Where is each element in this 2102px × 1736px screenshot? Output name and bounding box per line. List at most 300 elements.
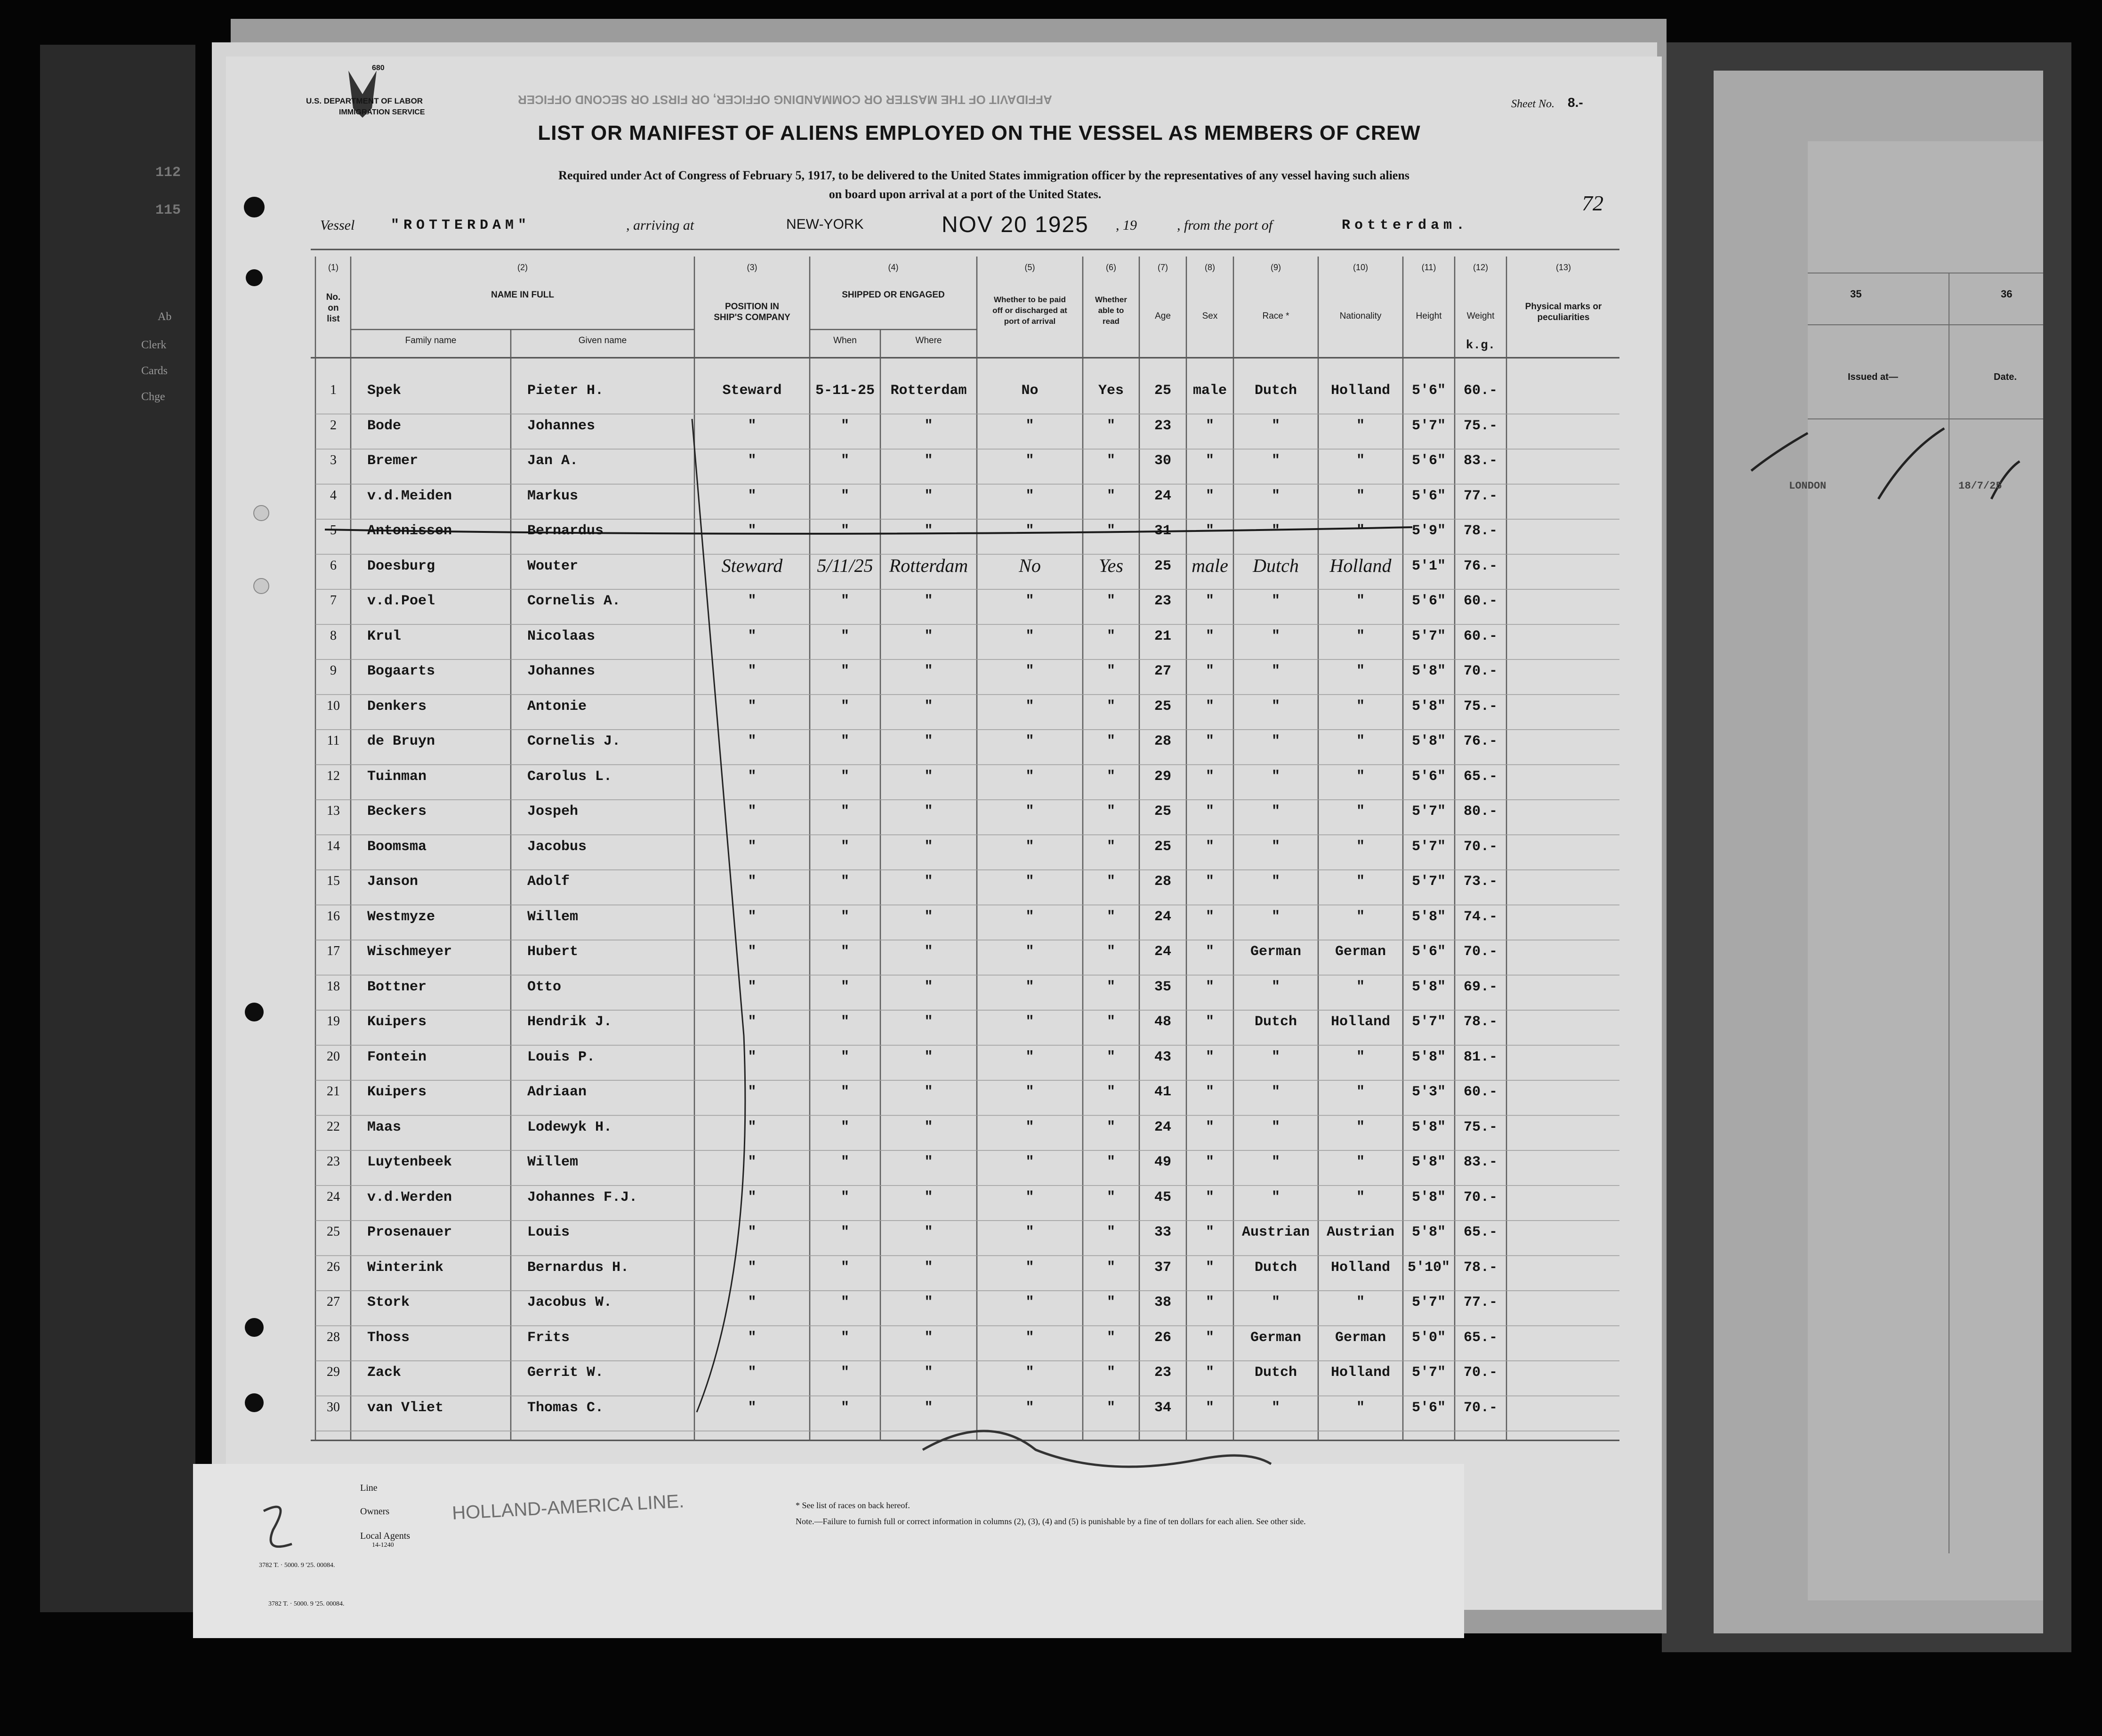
cell-age: 34 (1154, 1399, 1171, 1416)
cell-family: Maas (367, 1119, 402, 1135)
cell-where: " (924, 418, 933, 434)
cell-age: 31 (1154, 523, 1171, 539)
col-num-9: (9) (1271, 263, 1281, 272)
cell-weight: 70.- (1463, 1365, 1498, 1381)
cell-read: " (1106, 1049, 1115, 1065)
cell-read: " (1106, 1399, 1115, 1416)
cell-given: Thomas C. (527, 1399, 604, 1416)
cell-position: " (748, 1399, 757, 1416)
cell-nationality: " (1356, 733, 1365, 749)
cell-given: Carolus L. (527, 768, 612, 785)
cell-weight: 75.- (1463, 698, 1498, 715)
cell-family: Bottner (367, 979, 427, 995)
cell-race: " (1271, 418, 1280, 434)
cell-where: " (924, 874, 933, 890)
cell-paid: " (1025, 1049, 1034, 1065)
cell-family: v.d.Poel (367, 593, 435, 609)
cell-weight: 70.- (1463, 1399, 1498, 1416)
cell-age: 43 (1154, 1049, 1171, 1065)
cell-no: 3 (330, 453, 337, 467)
cell-age: 25 (1154, 558, 1171, 574)
cell-age: 33 (1154, 1224, 1171, 1240)
cell-read: " (1106, 768, 1115, 785)
cell-given: Nicolaas (527, 628, 596, 644)
cell-no: 9 (330, 663, 337, 678)
cell-when: " (840, 628, 849, 644)
footer-print-code: 3782 T. · 5000. 9 '25. 00084. (259, 1562, 335, 1569)
cell-when: " (840, 1119, 849, 1135)
cell-family: Thoss (367, 1329, 410, 1346)
cell-family: v.d.Werden (367, 1189, 452, 1206)
header-weight: Weight (1466, 311, 1495, 321)
from-port: Rotterdam. (1342, 217, 1469, 233)
cell-paid: " (1025, 768, 1034, 785)
cell-position: " (748, 593, 757, 609)
cell-weight: 69.- (1463, 979, 1498, 995)
cell-age: 45 (1154, 1189, 1171, 1206)
col-num-8: (8) (1205, 263, 1215, 272)
cell-sex: " (1205, 1014, 1214, 1030)
cell-weight: 78.- (1463, 523, 1498, 539)
cell-given: Hubert (527, 944, 579, 960)
cell-family: Stork (367, 1294, 410, 1310)
col-num-5: (5) (1024, 263, 1035, 272)
cell-given: Wouter (527, 558, 579, 574)
cell-given: Markus (527, 488, 579, 504)
cell-when: " (840, 1399, 849, 1416)
cell-paid: " (1025, 1189, 1034, 1206)
cell-nationality: " (1356, 1294, 1365, 1310)
header-name-in-full: NAME IN FULL (491, 290, 555, 300)
cell-position: " (748, 1294, 757, 1310)
cell-race: Dutch (1254, 383, 1297, 399)
cell-weight: 65.- (1463, 768, 1498, 785)
holland-america-stamp: HOLLAND-AMERICA LINE. (451, 1491, 685, 1524)
cell-given: Johannes (527, 418, 596, 434)
cell-height: 5'7" (1411, 1294, 1446, 1310)
cell-no: 15 (327, 874, 340, 888)
cell-age: 35 (1154, 979, 1171, 995)
header-race: Race * (1262, 311, 1289, 321)
cell-read: " (1106, 1294, 1115, 1310)
cell-family: Kuipers (367, 1084, 427, 1100)
cell-read: " (1106, 908, 1115, 925)
cell-paid: " (1025, 1154, 1034, 1170)
year-label: , 19 (1116, 217, 1137, 233)
cell-paid: " (1025, 1365, 1034, 1381)
cell-when: " (840, 1084, 849, 1100)
cell-race: " (1271, 1084, 1280, 1100)
right-col-36: 36 (2001, 288, 2013, 300)
cell-given: Jospeh (527, 804, 579, 820)
cell-height: 5'10" (1407, 1259, 1450, 1276)
cell-age: 23 (1154, 593, 1171, 609)
cell-nationality: " (1356, 593, 1365, 609)
cell-height: 5'6" (1411, 383, 1446, 399)
subtitle-1: Required under Act of Congress of February 5, 1917, to be delivered to the United States immigration officer by the representatives of any vessel having such aliens (558, 169, 1409, 182)
cell-height: 5'8" (1411, 1119, 1446, 1135)
cell-race: " (1271, 1399, 1280, 1416)
cell-when: " (840, 979, 849, 995)
cell-when: " (840, 523, 849, 539)
cell-race: " (1271, 874, 1280, 890)
cell-no: 11 (327, 733, 340, 748)
cell-paid: " (1025, 1119, 1034, 1135)
cell-where: " (924, 1049, 933, 1065)
cell-position: " (748, 1049, 757, 1065)
cell-where: " (924, 1399, 933, 1416)
arriving-label: , arriving at (626, 217, 694, 233)
cell-no: 5 (330, 523, 337, 538)
cell-nationality: " (1356, 1049, 1365, 1065)
cell-sex: " (1205, 1224, 1214, 1240)
cell-no: 30 (327, 1399, 340, 1415)
cell-family: Krul (367, 628, 402, 644)
cell-weight: 60.- (1463, 1084, 1498, 1100)
cell-when: " (840, 1049, 849, 1065)
cell-weight: 65.- (1463, 1329, 1498, 1346)
cell-no: 23 (327, 1154, 340, 1169)
cell-given: Cornelis J. (527, 733, 621, 749)
cell-no: 13 (327, 804, 340, 818)
cell-position: " (748, 1224, 757, 1240)
cell-no: 12 (327, 768, 340, 783)
cell-sex: " (1205, 698, 1214, 715)
header-age: Age (1155, 311, 1171, 321)
cell-nationality: " (1356, 1084, 1365, 1100)
cell-when: " (840, 1189, 849, 1206)
cell-family: Bogaarts (367, 663, 435, 679)
cell-sex: " (1205, 593, 1214, 609)
footer-agents-code: 14-1240 (372, 1542, 394, 1549)
cell-weight: 78.- (1463, 1259, 1498, 1276)
cell-height: 5'6" (1411, 944, 1446, 960)
cell-age: 48 (1154, 1014, 1171, 1030)
cell-position: " (748, 1119, 757, 1135)
cell-race: " (1271, 768, 1280, 785)
cell-paid: No (1019, 555, 1041, 576)
cell-when: " (840, 838, 849, 855)
cell-when: " (840, 663, 849, 679)
cell-nationality: " (1356, 768, 1365, 785)
cell-nationality: " (1356, 804, 1365, 820)
cell-no: 16 (327, 908, 340, 924)
left-code-a: 112 (155, 165, 181, 181)
cell-paid: " (1025, 979, 1034, 995)
cell-no: 26 (327, 1259, 340, 1274)
cell-where: " (924, 1014, 933, 1030)
cell-when: " (840, 593, 849, 609)
right-entry-date: 18/7/25 (1958, 480, 2002, 492)
cell-where: " (924, 663, 933, 679)
footer-print-code-2: 3782 T. · 5000. 9 '25. 00084. (268, 1600, 345, 1607)
cell-weight: 81.- (1463, 1049, 1498, 1065)
cell-race: " (1271, 488, 1280, 504)
from-label: , from the port of (1177, 217, 1273, 233)
cell-height: 5'7" (1411, 838, 1446, 855)
cell-paid: " (1025, 1014, 1034, 1030)
cell-family: v.d.Meiden (367, 488, 452, 504)
cell-family: Luytenbeek (367, 1154, 452, 1170)
header-family-name: Family name (405, 336, 457, 346)
cell-no: 4 (330, 488, 337, 503)
cell-weight: 70.- (1463, 663, 1498, 679)
cell-nationality: " (1356, 838, 1365, 855)
cell-family: Boomsma (367, 838, 427, 855)
cell-sex: " (1205, 1119, 1214, 1135)
cell-race: " (1271, 628, 1280, 644)
cell-read: " (1106, 1119, 1115, 1135)
cell-when: " (840, 944, 849, 960)
cell-read: " (1106, 1259, 1115, 1276)
cell-no: 29 (327, 1365, 340, 1379)
cell-weight: 83.- (1463, 453, 1498, 469)
cell-no: 2 (330, 418, 337, 433)
cell-age: 26 (1154, 1329, 1171, 1346)
cell-height: 5'6" (1411, 768, 1446, 785)
cell-read: " (1106, 733, 1115, 749)
cell-nationality: " (1356, 453, 1365, 469)
cell-paid: " (1025, 1259, 1034, 1276)
header-able-read: Whether able to read (1095, 295, 1127, 326)
cell-when: " (840, 733, 849, 749)
cell-no: 27 (327, 1294, 340, 1309)
cell-where: " (924, 523, 933, 539)
cell-age: 38 (1154, 1294, 1171, 1310)
cell-family: Westmyze (367, 908, 435, 925)
cell-family: Fontein (367, 1049, 427, 1065)
cell-position: " (748, 733, 757, 749)
cell-sex: " (1205, 1049, 1214, 1065)
col-num-1: (1) (328, 263, 338, 272)
cell-position: " (748, 944, 757, 960)
cell-when: " (840, 453, 849, 469)
cell-age: 28 (1154, 874, 1171, 890)
right-col-35: 35 (1850, 288, 1862, 300)
cell-when: " (840, 1154, 849, 1170)
cell-family: Doesburg (367, 558, 435, 574)
cell-height: 5'8" (1411, 979, 1446, 995)
cell-given: Jacobus (527, 838, 587, 855)
cell-read: " (1106, 663, 1115, 679)
cell-age: 25 (1154, 838, 1171, 855)
cell-family: Zack (367, 1365, 402, 1381)
col-num-13: (13) (1555, 263, 1571, 272)
cell-height: 5'8" (1411, 1189, 1446, 1206)
cell-where: " (924, 1084, 933, 1100)
cell-position: " (748, 663, 757, 679)
cell-race: " (1271, 1189, 1280, 1206)
cell-no: 6 (330, 558, 337, 573)
cell-no: 19 (327, 1014, 340, 1029)
cell-where: " (924, 944, 933, 960)
cell-race: " (1271, 804, 1280, 820)
cell-where: " (924, 1365, 933, 1381)
cell-sex: " (1205, 523, 1214, 539)
cell-paid: " (1025, 523, 1034, 539)
cell-height: 5'7" (1411, 1365, 1446, 1381)
cell-height: 5'1" (1411, 558, 1446, 574)
cell-weight: 75.- (1463, 418, 1498, 434)
cell-where: " (924, 628, 933, 644)
cell-race: " (1271, 523, 1280, 539)
cell-given: Lodewyk H. (527, 1119, 612, 1135)
header-physical: Physical marks or peculiarities (1525, 302, 1602, 322)
cell-given: Cornelis A. (527, 593, 621, 609)
cell-race: " (1271, 979, 1280, 995)
cell-family: Wischmeyer (367, 944, 452, 960)
header-given-name: Given name (578, 336, 627, 346)
cell-nationality: " (1356, 874, 1365, 890)
header-no-on-list: No. on list (326, 292, 341, 324)
cell-no: 25 (327, 1224, 340, 1239)
sheet-label: Sheet No. (1511, 98, 1554, 110)
cell-read: " (1106, 1224, 1115, 1240)
cell-family: Janson (367, 874, 419, 890)
cell-read: " (1106, 488, 1115, 504)
cell-position: " (748, 874, 757, 890)
cell-family: Winterink (367, 1259, 444, 1276)
cell-when: " (840, 698, 849, 715)
cell-race: Dutch (1253, 555, 1299, 576)
cell-given: Willem (527, 908, 579, 925)
cell-nationality: German (1335, 1329, 1386, 1346)
cell-height: 5'7" (1411, 1014, 1446, 1030)
col-num-2: (2) (517, 263, 528, 272)
cell-nationality: " (1356, 628, 1365, 644)
cell-when: " (840, 488, 849, 504)
cell-paid: " (1025, 1224, 1034, 1240)
cell-no: 22 (327, 1119, 340, 1134)
col-num-12: (12) (1473, 263, 1488, 272)
cell-when: " (840, 768, 849, 785)
cell-position: " (748, 1329, 757, 1346)
cell-nationality: " (1356, 418, 1365, 434)
cell-nationality: " (1356, 663, 1365, 679)
cell-sex: male (1192, 555, 1228, 576)
cell-age: 25 (1154, 804, 1171, 820)
cell-given: Frits (527, 1329, 570, 1346)
cell-when: " (840, 1259, 849, 1276)
cell-position: " (748, 1084, 757, 1100)
cell-paid: " (1025, 1399, 1034, 1416)
header-sex: Sex (1202, 311, 1218, 321)
cell-nationality: " (1356, 1399, 1365, 1416)
footer-line-label: Line (360, 1483, 378, 1493)
cell-weight: 83.- (1463, 1154, 1498, 1170)
cell-weight: 77.- (1463, 1294, 1498, 1310)
footer-owners-label: Owners (360, 1506, 390, 1517)
cell-position: " (748, 838, 757, 855)
cell-paid: " (1025, 1084, 1034, 1100)
cell-when: " (840, 804, 849, 820)
cell-race: " (1271, 593, 1280, 609)
cell-position: " (748, 804, 757, 820)
cell-given: Johannes F.J. (527, 1189, 638, 1206)
cell-paid: " (1025, 1329, 1034, 1346)
cell-read: " (1106, 1154, 1115, 1170)
cell-race: " (1271, 838, 1280, 855)
cell-where: " (924, 1294, 933, 1310)
manifest-title: LIST OR MANIFEST OF ALIENS EMPLOYED ON THE VESSEL AS MEMBERS OF CREW (538, 121, 1421, 145)
cell-height: 5'7" (1411, 874, 1446, 890)
cell-race: " (1271, 453, 1280, 469)
cell-position: " (748, 1259, 757, 1276)
cell-sex: " (1205, 908, 1214, 925)
cell-family: de Bruyn (367, 733, 435, 749)
cell-sex: " (1205, 1399, 1214, 1416)
cell-no: 21 (327, 1084, 340, 1099)
cell-given: Jacobus W. (527, 1294, 612, 1310)
cell-given: Otto (527, 979, 562, 995)
cell-family: Antonissen (367, 523, 452, 539)
cell-paid: " (1025, 1294, 1034, 1310)
mirror-text: AFFIDAVIT OF THE MASTER OR COMMANDING OFFICER, OR FIRST OR SECOND OFFICER (518, 93, 1052, 107)
cell-where: " (924, 698, 933, 715)
cell-where: " (924, 1119, 933, 1135)
cell-weight: 76.- (1463, 733, 1498, 749)
cell-race: " (1271, 1154, 1280, 1170)
cell-weight: 60.- (1463, 628, 1498, 644)
cell-position: " (748, 628, 757, 644)
cell-where: " (924, 1154, 933, 1170)
cell-paid: " (1025, 698, 1034, 715)
cell-given: Bernardus (527, 523, 604, 539)
cell-paid: " (1025, 628, 1034, 644)
cell-height: 5'3" (1411, 1084, 1446, 1100)
cell-nationality: " (1356, 1119, 1365, 1135)
cell-height: 5'0" (1411, 1329, 1446, 1346)
cell-position: " (748, 768, 757, 785)
header-nationality: Nationality (1339, 311, 1382, 321)
cell-race: Dutch (1254, 1259, 1297, 1276)
date-stamp: NOV 20 1925 (942, 212, 1089, 237)
cell-when: " (840, 874, 849, 890)
cell-read: " (1106, 804, 1115, 820)
cell-race: " (1271, 663, 1280, 679)
cell-family: Kuipers (367, 1014, 427, 1030)
cell-where: " (924, 1259, 933, 1276)
cell-where: " (924, 1224, 933, 1240)
cell-given: Gerrit W. (527, 1365, 604, 1381)
header-position: POSITION IN SHIP'S COMPANY (714, 302, 790, 322)
cell-read: " (1106, 593, 1115, 609)
cell-height: 5'8" (1411, 698, 1446, 715)
cell-paid: " (1025, 908, 1034, 925)
cell-age: 37 (1154, 1259, 1171, 1276)
cell-where: Rotterdam (890, 383, 967, 399)
cell-race: " (1271, 733, 1280, 749)
cell-given: Bernardus H. (527, 1259, 629, 1276)
header-paid-off: Whether to be paid off or discharged at port of arrival (992, 295, 1067, 326)
cell-no: 7 (330, 593, 337, 608)
page-number: 72 (1582, 191, 1603, 215)
cell-weight: 76.- (1463, 558, 1498, 574)
cell-sex: " (1205, 874, 1214, 890)
footer-note-star: * See list of races on back hereof. (796, 1501, 910, 1510)
cell-paid: " (1025, 804, 1034, 820)
cell-read: " (1106, 523, 1115, 539)
cell-position: " (748, 908, 757, 925)
cell-position: Steward (721, 555, 783, 576)
cell-height: 5'6" (1411, 453, 1446, 469)
cell-read: Yes (1099, 555, 1123, 576)
cell-race: " (1271, 698, 1280, 715)
cell-no: 17 (327, 944, 340, 958)
cell-age: 21 (1154, 628, 1171, 644)
cell-family: Spek (367, 383, 402, 399)
cell-sex: " (1205, 488, 1214, 504)
